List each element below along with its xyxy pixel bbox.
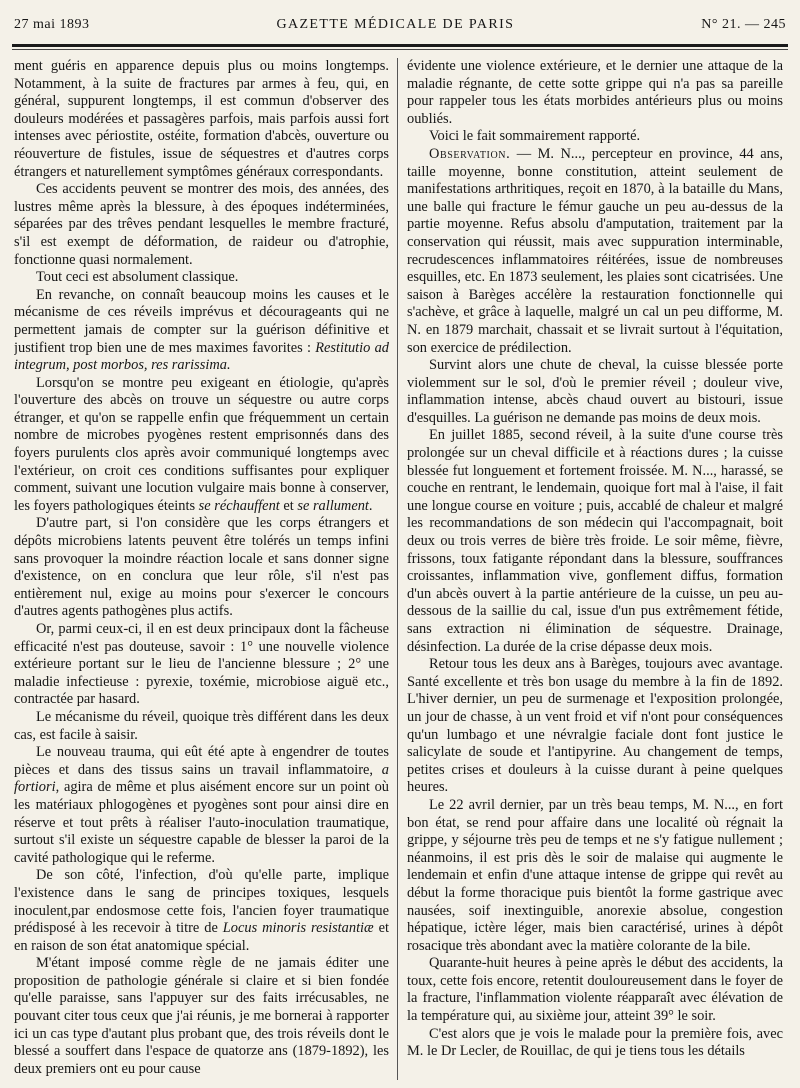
text-run: , agira de même et plus aisément encore sur un point où les matériaux phlogogènes et pyogènes sont pour ainsi dire en réserve et tout prêts à réaliser l'auto-inoculation traumatique, surtout s'il existe un séquestre capable de blesser la paroi de la cavité pathologique qui le referme. xyxy=(14,779,389,866)
italic-term: Locus minoris resistantiæ xyxy=(222,920,374,937)
right-column xyxy=(407,58,783,1084)
observation-paragraph xyxy=(407,146,783,357)
paragraph: Quarante-huit heures à peine après le début des accidents, la toux, cette fois encore, retentit douloureusement dans le foyer de la fracture, l'inflammation violente réapparaît avec élévation de la température qui, au sixième jour, atteint 39° le soir. xyxy=(407,955,783,1025)
journal-title: GAZETTE MÉDICALE DE PARIS xyxy=(276,17,515,32)
paragraph: Retour tous les deux ans à Barèges, toujours avec avantage. Santé excellente et très bon usage du membre à la fin de 1892. L'hiver dernier, un peu de surmenage et l'exposition prolongée, un jour de chasse, à un vent froid et vif n'ont pour conséquences qu'un lumbago et une névralgie faciale dont font justice le salicylate de soude et l'antipyrine. Au changement de temps, petites crises et douleurs à la cuisse durant à peine quelques heures. xyxy=(407,656,783,796)
header-rule xyxy=(12,44,788,47)
paragraph xyxy=(14,867,389,955)
paragraph: Le 22 avril dernier, par un très beau temps, M. N..., en fort bon état, se rend pour affaire dans une localité où régnait la grippe, y séjourne très peu de temps et ne s'y fatigue nullement ; néanmoins, il est pris dès le soir de malaise qui augmente le lendemain et enfin d'une attaque intense de grippe qui revêt au début la forme thoracique puis bientôt la forme gastrique avec nausées, soif inextinguible, anorexie absolue, congestion hépatique, ictère léger, mais bien caractérisé, urines à dépôt rosacique très abondant avec la matière colorante de la bile. xyxy=(407,796,783,954)
left-column xyxy=(14,58,389,1084)
column-divider xyxy=(397,58,398,1080)
issue-page-number: N° 21. — 245 xyxy=(701,17,786,32)
paragraph xyxy=(14,375,389,516)
text-run: et en raison de son état anatomique spécial. xyxy=(14,920,389,954)
text-run: Lorsqu'on se montre peu exigeant en étiologie, qu'après l'ouverture des abcès on trouve un séquestre ou autre corps étranger, et qu'on se rappelle enfin que fréquemment un certain nombre de microbes pyogènes restent emprisonnés dans des foyers purulents clos après avoir communiqué longtemps avec l'extérieur, on croit ces conditions suffisantes pour expliquer comment, suivant une locution vulgaire mais bonne à conserver, les foyers pathologiques éteints xyxy=(14,374,389,514)
italic-maxim: Restitutio ad integrum, post morbos, res rarissima. xyxy=(14,339,389,374)
paragraph: D'autre part, si l'on considère que les corps étrangers et dépôts microbiens latents peuvent être tolérés un temps infini sans provoquer la moindre réaction locale et sans donner signe d'existence, on en conclura que leur rôle, s'il n'est pas entièrement nul, exige au moins pour s'exercer le concours d'autres agents pathogènes plus actifs. xyxy=(14,515,389,620)
paragraph: M'étant imposé comme règle de ne jamais éditer une proposition de pathologie générale si claire et si bien fondée qu'elle paraisse, sans l'appuyer sur des faits irrécusables, ne pouvant citer tous ceux que j'ai réunis, je me bornerai à rapporter ici un cas type d'autant plus probant que, des trois réveils dont le blessé a souffert dans l'espace de quatorze ans (1879-1892), les deux premiers ont eu pour cause xyxy=(14,955,389,1077)
paragraph xyxy=(14,744,389,867)
paragraph: Ces accidents peuvent se montrer des mois, des années, des lustres même après la blessure, à des époques indéterminées, séparées par des trêves pendant lesquelles le membre fracturé, s'il est exempt de déformation, de raideur ou d'atrophie, fonctionne quasi normalement. xyxy=(14,181,389,268)
italic-term: se réchauffent xyxy=(198,497,280,514)
text-run: et xyxy=(279,497,298,514)
paragraph: Or, parmi ceux-ci, il en est deux principaux dont la fâcheuse efficacité n'est pas douteuse, savoir : 1° une nouvelle violence extérieure portant sur le lieu de l'ancienne blessure ; 2° une maladie infectieuse : pyrexie, toxémie, microbiose aiguë etc., contractée par hasard. xyxy=(14,621,389,708)
paragraph: C'est alors que je vois le malade pour la première fois, avec M. le Dr Lecler, de Rouillac, de qui je tiens tous les détails xyxy=(407,1025,783,1060)
paragraph: ment guéris en apparence depuis plus ou moins longtemps. Notamment, à la suite de fractures par armes à feu, qui, en général, suppurent longtemps, il est commun d'observer des douleurs modérées et passagères parfois, mais parfois aussi fort intenses avec périostite, ostéite, formation d'abcès, ouverture ou réouverture de fistules, issue de séquestres et d'autres corps étrangers et naturellement symptômes généraux correspondants. xyxy=(14,58,389,180)
text-run: De son côté, l'infection, d'où qu'elle parte, implique l'existence dans le sang de principes toxiques, lesquels inoculent,par endosmose cette fois, l'ancien foyer traumatique prédisposé à les recevoir à titre de xyxy=(14,867,389,937)
text-run: En revanche, on connaît beaucoup moins les causes et le mécanisme de ces réveils imprévus et décourageants qui ne permettent jamais de compter sur la guérison définitive et justifient trop bien une de mes maximes favorites : xyxy=(14,286,389,356)
paragraph: Le mécanisme du réveil, quoique très différent dans les deux cas, est facile à saisir. xyxy=(14,708,389,743)
italic-term: se rallument xyxy=(297,497,369,514)
paragraph: Voici le fait sommairement rapporté. xyxy=(429,128,641,145)
text-run: Le nouveau trauma, qui eût été apte à engendrer de toutes pièces et dans des tissus sains un travail inflammatoire, xyxy=(14,744,389,778)
text-run: — M. N..., percepteur en province, 44 ans, taille moyenne, bonne constitution, atteint seulement de manifestations arthritiques, reçoit en 1870, à la bataille du Mans, une balle qui fracture le fémur gauche un peu au-dessus de la partie moyenne. Refus absolu d'amputation, traitement par la conservation qui réussit, mais avec suppuration interminable, recrudescences inflammatoires réitérées, issue de nombreuses esquilles, etc. En 1873 seulement, les plaies sont cicatrisées. Une saison à Barèges accélère la restauration fonctionnelle qui s'achève, et grâce à laquelle, malgré un cal un peu difforme, M. N. en 1879 marchait, chassait et se livrait surtout à l'équitation, son exercice de prédilection. xyxy=(407,145,783,356)
italic-term: a fortiori xyxy=(14,761,389,796)
paragraph: Survint alors une chute de cheval, la cuisse blessée porte violemment sur le sol, d'où le premier réveil ; douleur vive, inflammation intense, abcès chaud ouvert au bistouri, issue d'esquilles. La guérison ne demande pas moins de deux mois. xyxy=(407,357,783,426)
observation-label: Observation. xyxy=(429,145,511,162)
page-header xyxy=(14,8,786,42)
paragraph: Tout ceci est absolument classique. xyxy=(36,269,239,286)
paragraph: évidente une violence extérieure, et le dernier une attaque de la maladie régnante, de cette sotte grippe qui n'a pas sa pareille pour rappeler tous les états morbides antérieurs plus ou moins oubliés. xyxy=(407,58,783,127)
paragraph: En juillet 1885, second réveil, à la suite d'une course très prolongée sur un cheval difficile et à réactions dures ; la cuisse blessée fut longuement et fortement froissée. M. N..., harassé, se couche en rentrant, le lendemain, quoique fort mal à l'aise, il fait une longue course en voiture ; puis, accablé de chaleur et malgré les recommandations de son médecin qui l'accompagnait, boit deux ou trois verres de bière très froide. Le soir même, fièvre, frissons, toux fatigante répondant dans la blessure, souffrances croissantes, inflammation vive, gonflement diffus, formation d'un abcès ouvert à la partie antérieure de la cuisse, un peu au-dessous de la saillie du cal, issue d'un pus extrêmement fétide, sans extraction ni élimination de séquestre. Drainage, désinfection. La durée de la crise dépasse deux mois. xyxy=(407,427,783,655)
paragraph xyxy=(14,287,389,375)
header-rule-thin xyxy=(12,49,788,50)
text-run: . xyxy=(368,497,373,514)
issue-date: 27 mai 1893 xyxy=(14,17,90,32)
